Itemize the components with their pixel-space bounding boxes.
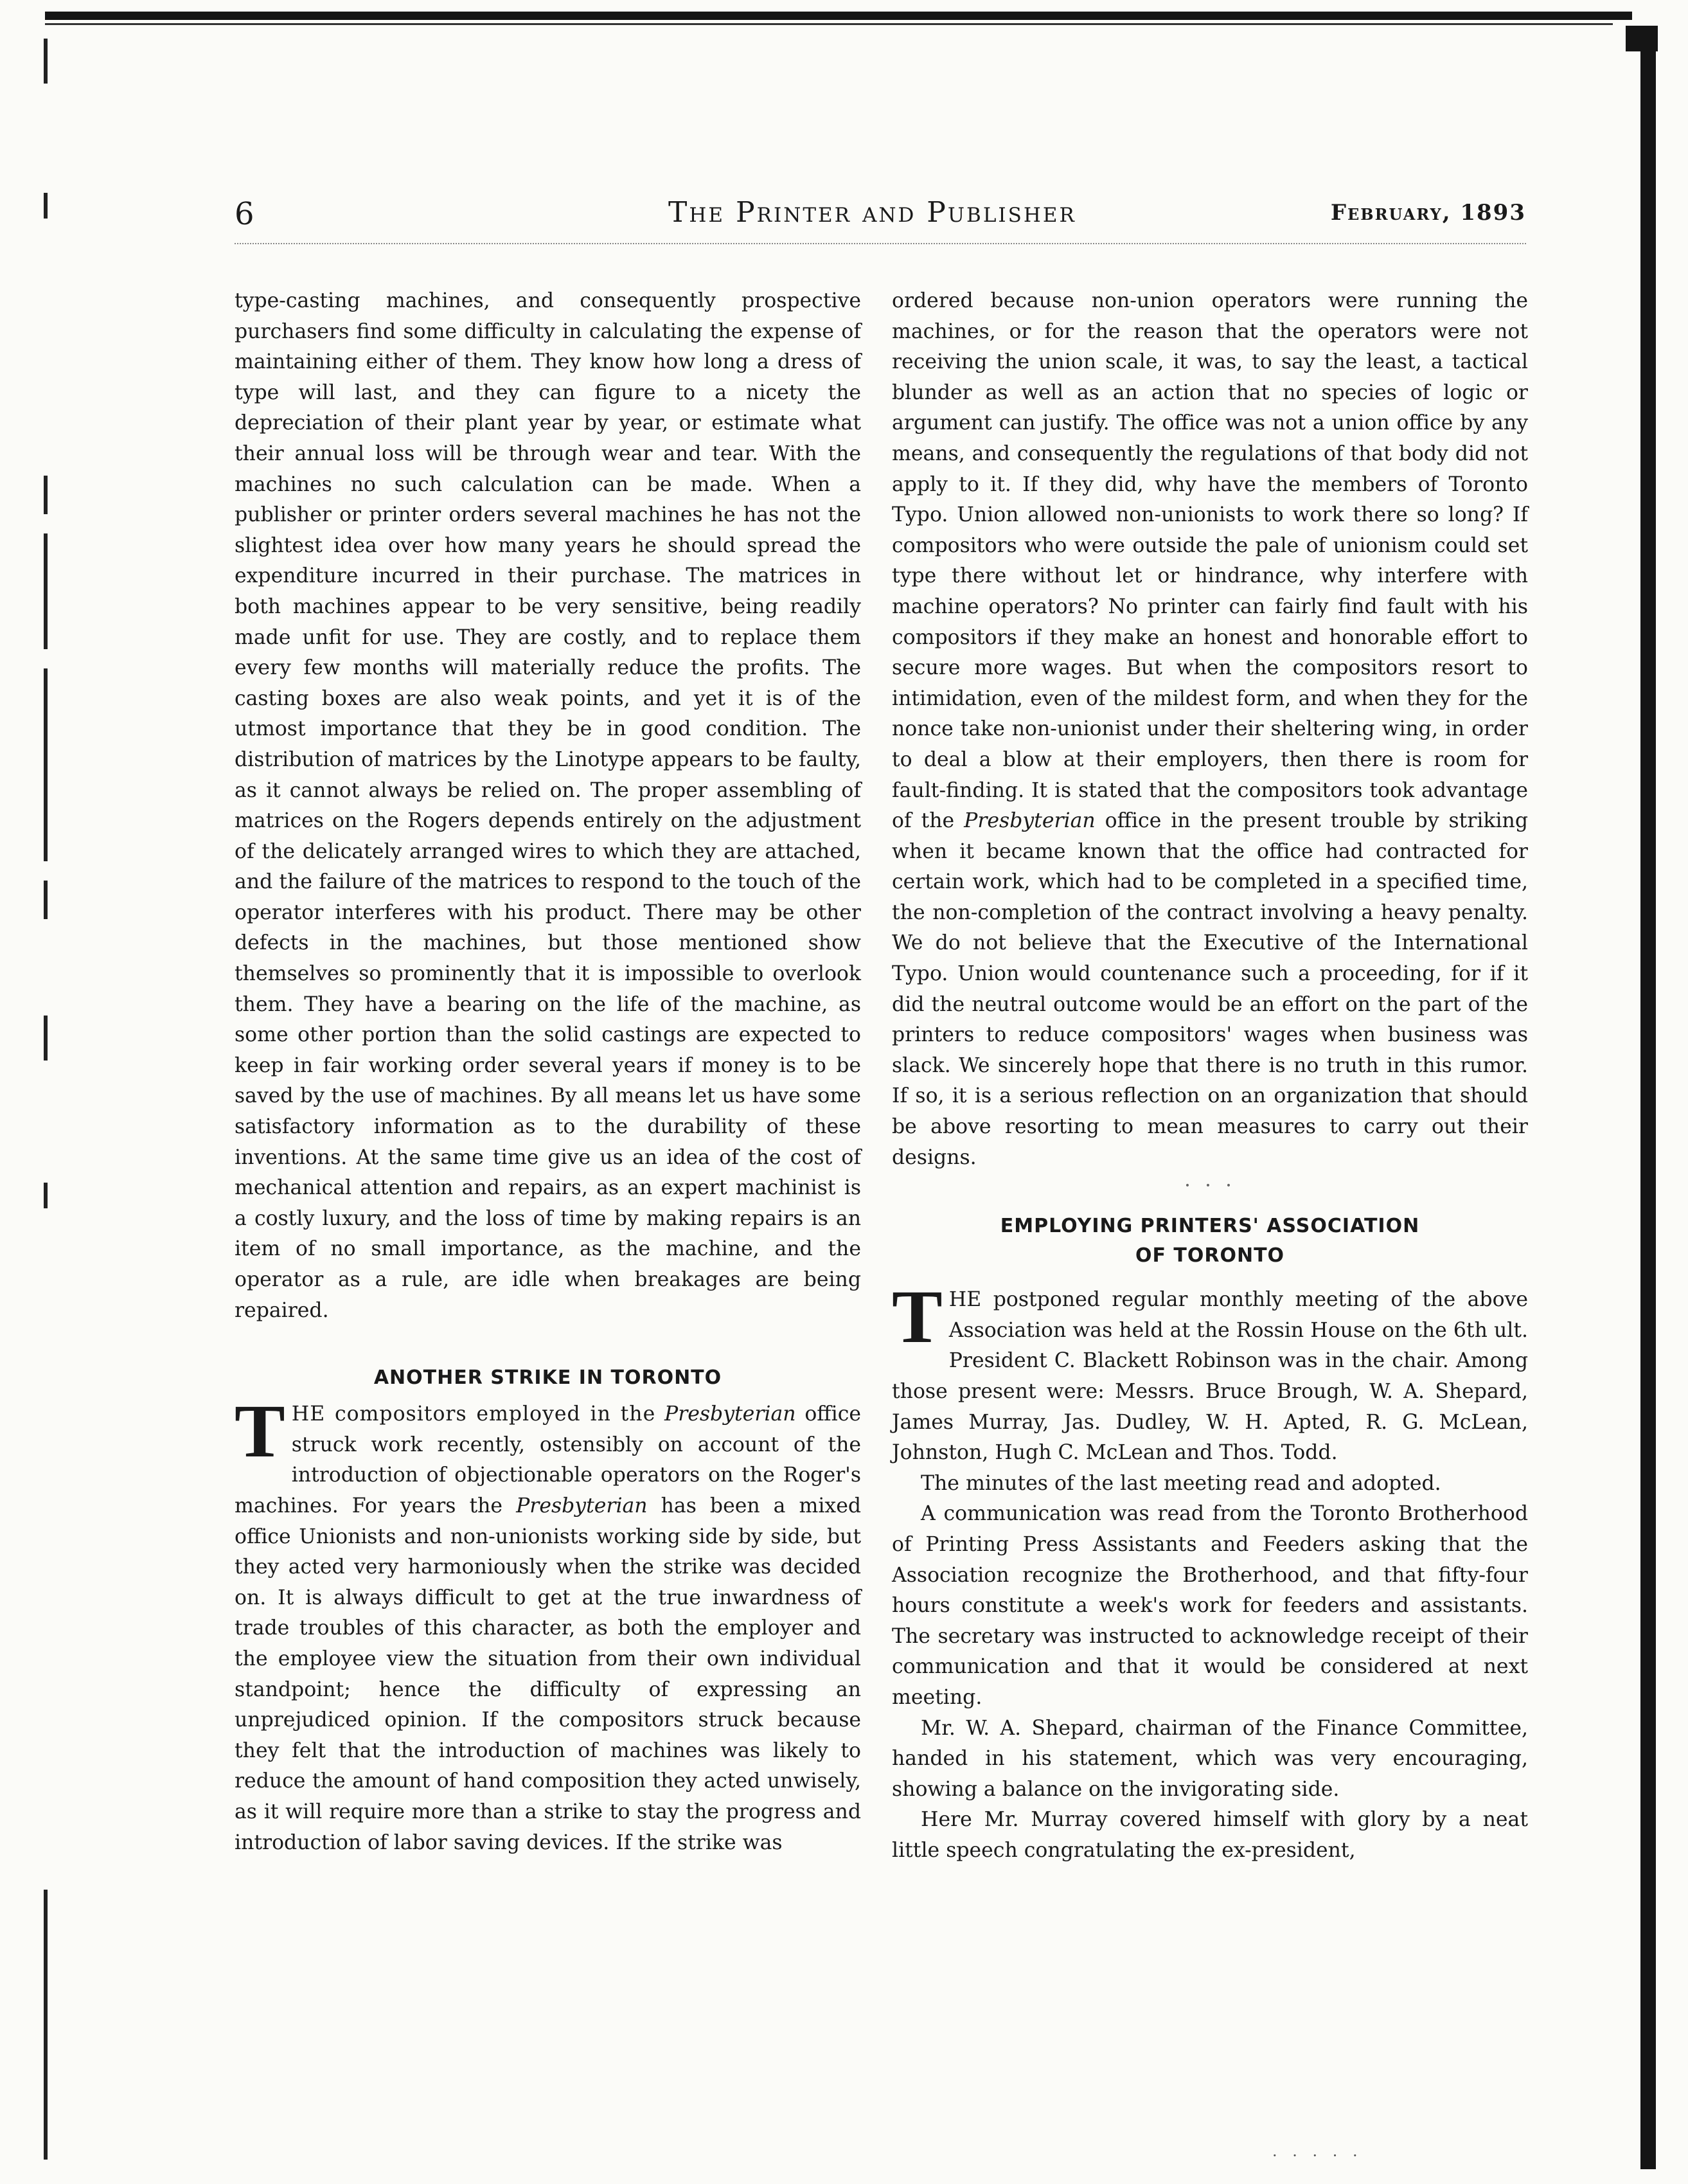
header-rule [235,243,1526,246]
page-header [235,196,1526,235]
strike-continuation-paragraph [892,286,1528,1173]
association-lede-paragraph [892,1275,1528,1469]
strike-text-b: has been a mixed office Unionists and non-unionists working side by side, but they acted very harmoniously when the strike was decided on. It is always difficult to get at the true inwardness of trade troubles of this character, as both the employer and the employee view the situation from their own individual standpoint; hence the difficulty of expressing an unprejudiced opinion. If the compositors struck because they felt that the introduction of machines was likely to reduce the amount of hand composition they acted unwisely, as it will require more than a strike to stay the progress and introduction of labor saving devices. If the strike was [235,1494,861,1854]
association-heading-line1: EMPLOYING PRINTERS' ASSOCIATION [1000,1215,1420,1238]
minutes-paragraph: The minutes of the last meeting read and adopted. [921,1471,1441,1495]
continuation-italic: Presbyterian [964,809,1096,833]
running-title: The Printer and Publisher [668,196,1076,229]
top-border-thin-rule [45,23,1613,25]
strike-text-a: office struck work recently, ostensibly on account of the introduction of objectionable operators on the Roger's machines. For years the [235,1402,862,1517]
association-heading-line2: OF TORONTO [1135,1244,1285,1267]
right-border-bar [1640,29,1656,2169]
machines-paragraph: type-casting machines, and consequently prospective purchasers find some difficulty in calculating the expense of maintaining either of them. They know how long a dress of type will last, and they can figure to a nicety the depreciation of their plant year by year, or estimate what their annual loss will be through wear and tear. With the machines no such calculation can be made. When a publisher or printer orders several machines he has not the slightest idea over how many years he should spread the expenditure incurred in their purchase. The matrices in both machines appear to be very sensitive, being readily made unfit for use. They are costly, and to replace them every few months will materially reduce the profits. The casting boxes are also weak points, and yet it is of the utmost importance that they be in good condition. The distribution of matrices by the Linotype appears to be faulty, as it cannot always be relied on. The proper assembling of matrices on the Rogers depends entirely on the adjustment of the delicately arranged wires to which they are attached, and the failure of the matrices to respond to the touch of the operator interferes with his product. There may be other defects in the machines, but those mentioned show themselves so prominently that it is impossible to overlook them. They have a bearing on the life of the machine, as some other portion than the solid castings are expected to keep in fair working order several years if money is to be saved by the use of machines. By all means let us have some satisfactory information as to the durability of these inventions. At the same time give us an idea of the cost of mechanical attention and repairs, as an expert machinist is a costly luxury, and the loss of time by making repairs is an item of no small importance, as the machine, and the operator as a rule, are idle when breakages are being repaired. [235,289,861,1322]
left-column [235,286,861,1858]
continuation-text-a: ordered because non-union operators were running the machines, or for the reason that the operators were not receiving the union scale, it was, to say the least, a tactical blunder as well as an action that no species of logic or argument can justify. The office was not a union office by any means, and consequently the regulations of that body did not apply to it. If they did, why have the members of Toronto Typo. Union allowed non-unionists to work there so long? If compositors who were outside the pale of unionism could set type there without let or hindrance, why interfere with machine operators? No printer can fairly find fault with his compositors if they make an honest and honorable effort to secure more wages. But when the compositors resort to intimidation, even of the mildest form, and when they for the nonce take non-unionist under their sheltering wing, in order to deal a blow at their employers, then there is room for fault-finding. It is stated that the compositors took advantage of the [892,289,1528,833]
page-number: 6 [235,196,254,232]
issue-date: February, 1893 [1330,200,1526,226]
strike-lede-italic: Presbyterian [664,1402,796,1426]
bottom-edge-marks: · · · · · [1272,2147,1363,2165]
communication-paragraph: A communication was read from the Toronto Brotherhood of Printing Press Assistants and Feeders asking that the Association recognize the Brotherhood, and that fifty-four hours constitute a week's work for feeders and assistants. The secretary was instructed to acknowledge receipt of their communication and that it would be considered at next meeting. [892,1502,1528,1709]
association-dropcap: T [892,1275,943,1359]
strike-paragraph [235,1389,862,1858]
finance-paragraph: Mr. W. A. Shepard, chairman of the Finance Committee, handed in his statement, which was very encouraging, showing a balance on the invigorating side. [892,1716,1528,1801]
murray-paragraph: Here Mr. Murray covered himself with glory by a neat little speech congratulating the ex-president, [892,1808,1528,1862]
association-lede: HE postponed regular monthly meeting of the above Association was held at the Rossin House on the 6th ult. President C. Blackett Robinson was in the chair. Among those present were: Messrs. Bruce Brough, W. A. Shepard, James Murray, Jas. Dudley, W. H. Apted, R. G. McLean, Johnston, Hugh C. McLean and Thos. Todd. [892,1288,1528,1465]
continuation-text-b: office in the present trouble by striking when it became known that the office had contracted for certain work, which had to be completed in a specified time, the non-completion of the contract involving a heavy penalty. We do not believe that the Executive of the International Typo. Union would countenance such a proceeding, for if it did the neutral outcome would be an effort on the part of the printers to reduce compositors' wages when business was slack. We sincerely hope that there is no truth in this rumor. If so, it is a serious reflection on an organization that should be above resorting to mean measures to carry out their designs. [892,809,1529,1169]
left-binding-marks [44,26,57,2166]
strike-text-italic: Presbyterian [516,1494,648,1517]
top-border-rule [45,12,1632,20]
strike-heading: ANOTHER STRIKE IN TORONTO [373,1366,722,1390]
strike-lede: HE compositors employed in the [291,1402,656,1426]
right-column [892,286,1528,1866]
section-divider: · · · [1184,1174,1236,1198]
strike-dropcap: T [235,1389,285,1474]
